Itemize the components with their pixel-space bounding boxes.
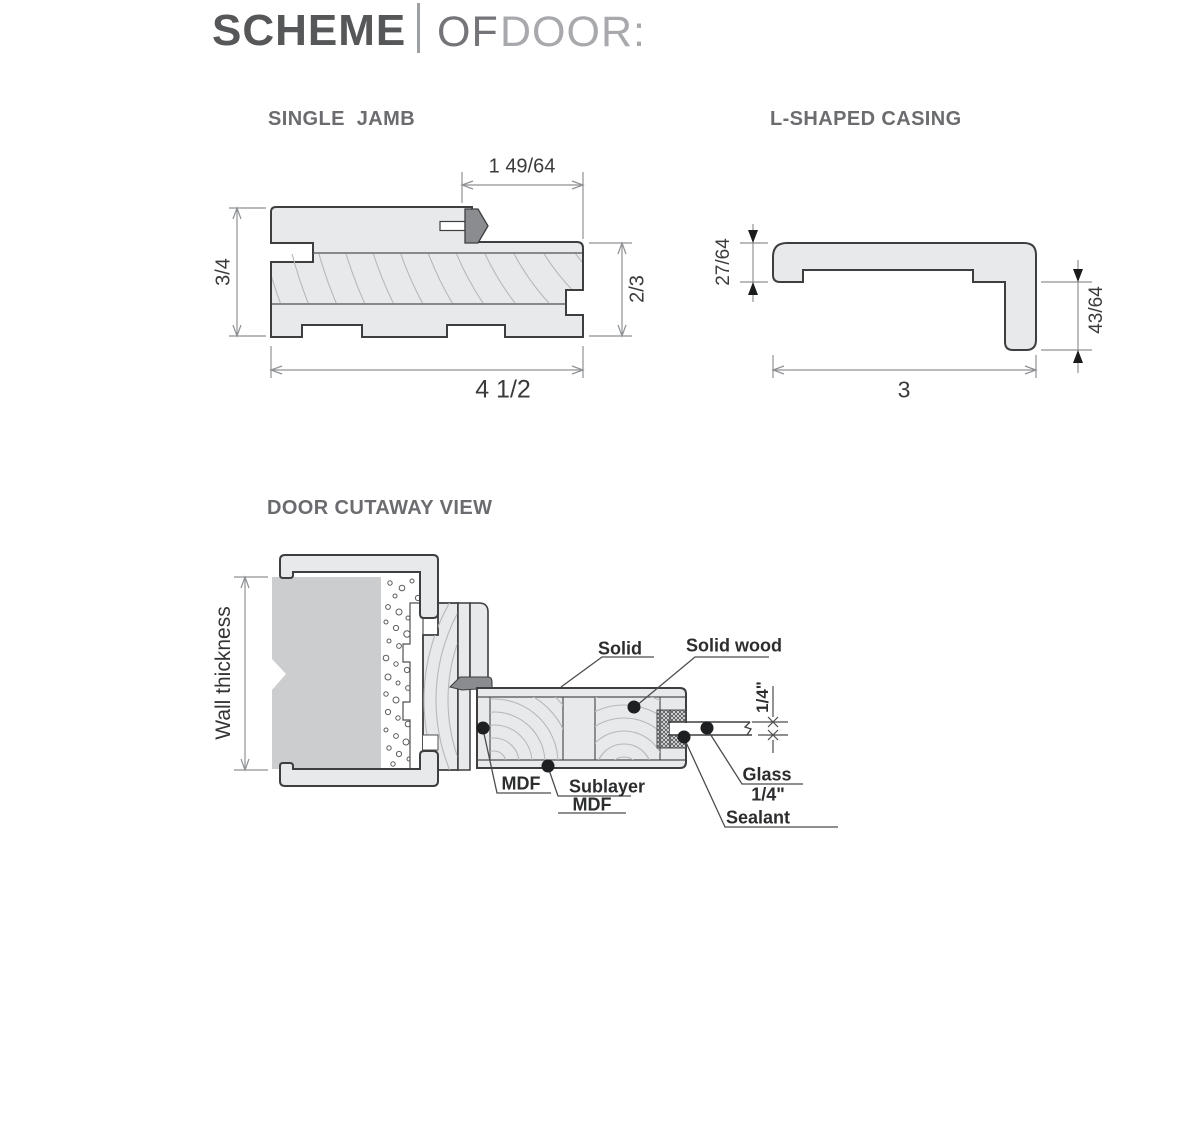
dim-jamb-rabbet-width: 1 49/64 (488, 155, 556, 178)
label-solid: Solid (598, 638, 642, 659)
wall-section (272, 577, 381, 769)
page-title-secondary: OF (437, 8, 499, 56)
label-glass-size: 1/4" (751, 784, 785, 805)
dim-jamb-left-height: 3/4 (212, 258, 235, 286)
section-heading-cutaway: DOOR CUTAWAY VIEW (267, 497, 493, 519)
section-heading-single-jamb: SINGLE JAMB (268, 108, 416, 130)
wall-thickness-dimension (234, 577, 268, 770)
label-sublayer-mdf: MDF (572, 794, 612, 815)
label-sublayer: Sublayer (568, 776, 646, 797)
label-solid-wood: Solid wood (686, 635, 782, 656)
label-glass: Glass (742, 764, 792, 785)
dim-glass-thickness-label: 1/4" (753, 681, 772, 713)
label-mdf: MDF (501, 773, 541, 794)
title-separator (417, 3, 420, 53)
page-title-primary: SCHEME (212, 6, 407, 55)
label-sealant: Sealant (725, 807, 791, 828)
dim-jamb-right-height: 2/3 (626, 275, 649, 303)
l-casing-profile (740, 224, 1092, 378)
dim-casing-leg: 43/64 (1086, 286, 1107, 334)
single-jamb-profile (229, 0, 1200, 617)
page-title-tertiary: DOOR: (500, 8, 646, 56)
dim-casing-width: 3 (897, 376, 911, 403)
dim-jamb-width: 4 1/2 (475, 375, 531, 404)
door-stop (470, 603, 488, 681)
cutaway-drawing (234, 490, 838, 910)
dim-wall-thickness-label: Wall thickness (212, 606, 235, 740)
section-heading-l-casing: L-SHAPED CASING (770, 108, 962, 130)
dim-casing-thickness: 27/64 (713, 238, 734, 286)
